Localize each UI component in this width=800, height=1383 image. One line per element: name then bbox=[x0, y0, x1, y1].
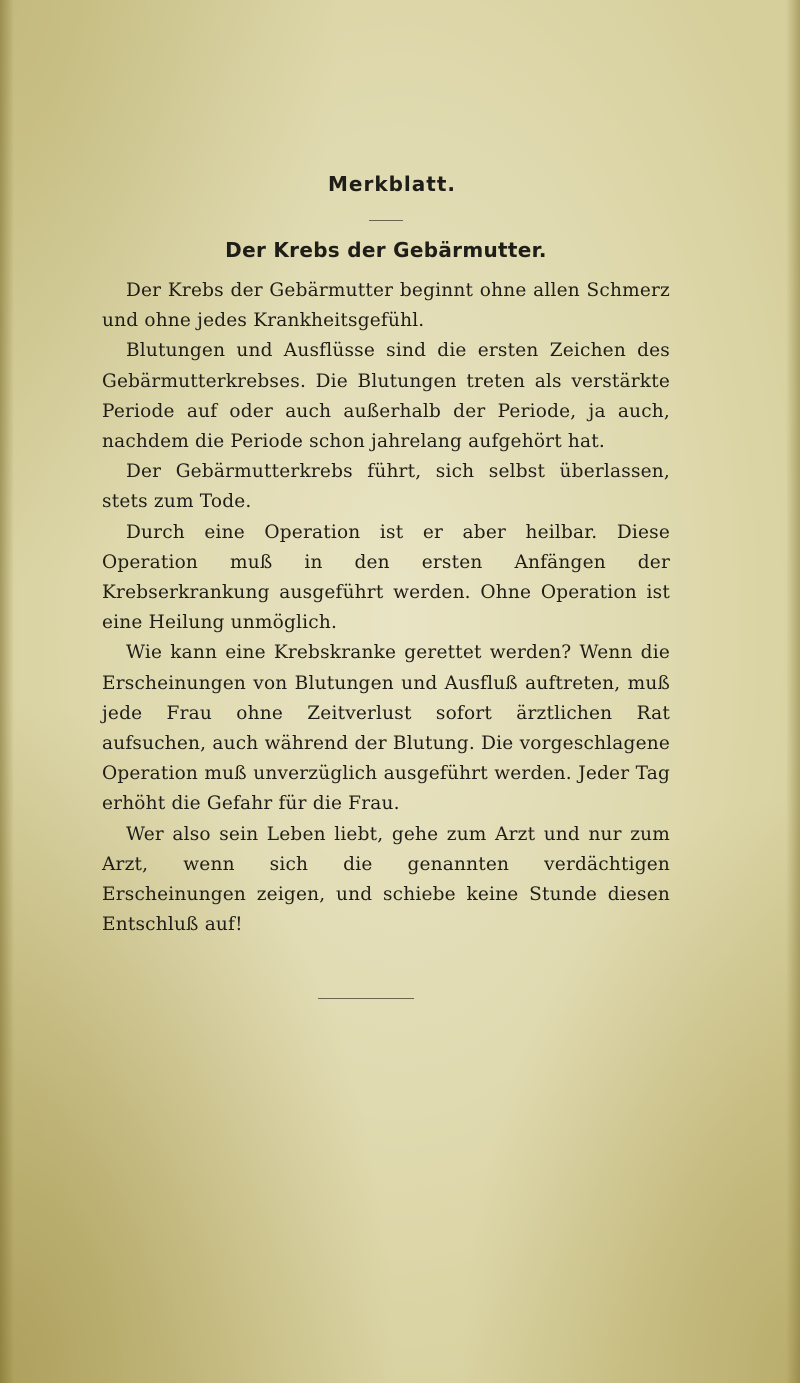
document-page bbox=[102, 172, 670, 999]
document-title: Der Krebs der Gebärmutter. bbox=[225, 238, 547, 262]
paper-edge-left bbox=[0, 0, 14, 1383]
heading-divider bbox=[369, 220, 403, 221]
paragraph-3: Der Gebärmutterkrebs führt, sich selbst überlassen, stets zum Tode. bbox=[102, 461, 670, 513]
paragraph-4: Durch eine Operation ist er aber heilbar. Diese Operation muß in den ersten Anfängen der Krebserkrankung ausgeführt werden. Ohne Operation ist eine Heilung unmöglich. bbox=[102, 521, 670, 634]
paragraph-2: Blutungen und Ausflüsse sind die ersten Zeichen des Gebärmutterkrebses. Die Blutungen treten als verstärkte Periode auf oder auch außerhalb der Periode, ja auch, nachdem die Periode schon jahrelang aufgehört hat. bbox=[102, 340, 670, 453]
paragraph-6: Wer also sein Leben liebt, gehe zum Arzt und nur zum Arzt, wenn sich die genannten verdächtigen Erscheinungen zeigen, und schiebe keine Stunde diesen Entschluß auf! bbox=[102, 823, 670, 936]
closing-divider bbox=[318, 998, 414, 999]
document-heading: Merkblatt. bbox=[327, 172, 457, 196]
paper-edge-right bbox=[786, 0, 800, 1383]
paragraph-1: Der Krebs der Gebärmutter beginnt ohne allen Schmerz und ohne jedes Krankheitsgefühl. bbox=[102, 280, 670, 332]
paragraph-5: Wie kann eine Krebskranke gerettet werden? Wenn die Erscheinungen von Blutungen und Ausfluß auftreten, muß jede Frau ohne Zeitverlust sofort ärztlichen Rat aufsuchen, auch während der Blutung. Die vorgeschlagene Operation muß unverzüglich ausgeführt werden. Jeder Tag erhöht die Gefahr für die Frau. bbox=[102, 642, 670, 815]
